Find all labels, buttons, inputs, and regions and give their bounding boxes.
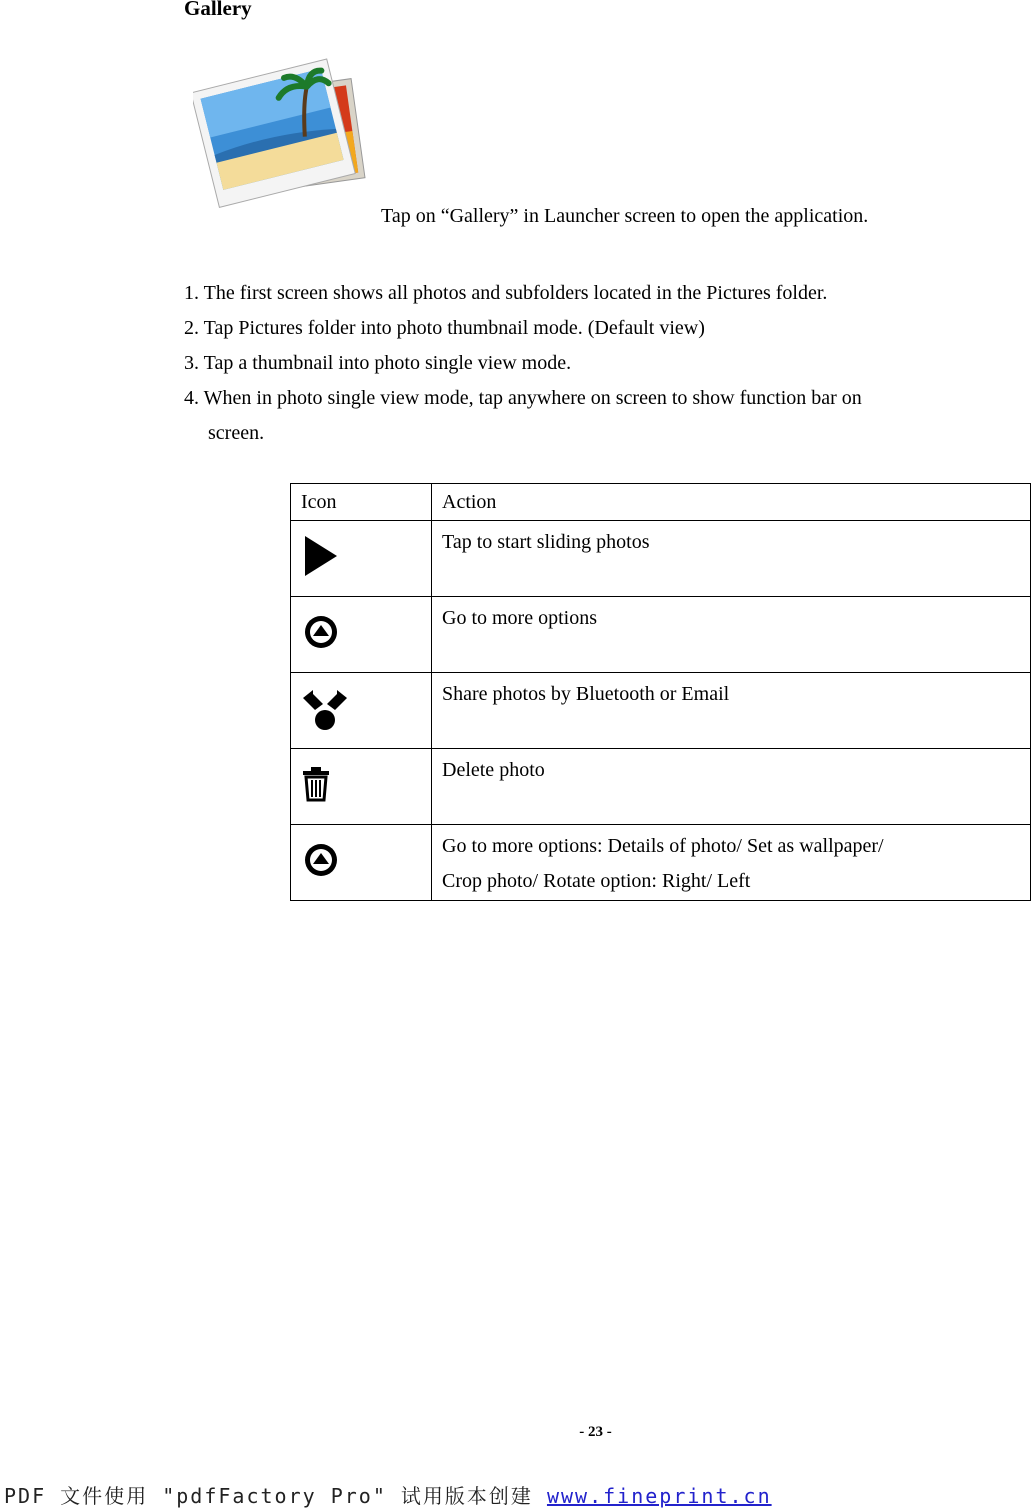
table-cell-action: Tap to start sliding photos — [432, 521, 1031, 597]
table-row — [291, 825, 1031, 901]
table-cell-icon — [291, 825, 432, 901]
table-cell-action: Delete photo — [432, 749, 1031, 825]
table-cell-icon — [291, 597, 432, 673]
more-options-icon — [301, 840, 341, 880]
watermark-text: PDF 文件使用 "pdfFactory Pro" 试用版本创建 — [4, 1484, 547, 1508]
table-row — [291, 673, 1031, 749]
page-number: - 23 - — [579, 1424, 612, 1440]
table-cell-icon — [291, 521, 432, 597]
play-icon — [301, 534, 341, 578]
table-cell-action — [432, 825, 1031, 901]
step-item: 3. Tap a thumbnail into photo single view mode. — [184, 352, 572, 374]
icon-action-table — [290, 483, 1031, 901]
step-item: 2. Tap Pictures folder into photo thumbnail mode. (Default view) — [184, 317, 705, 339]
more-options-icon — [301, 612, 341, 652]
table-row — [291, 597, 1031, 673]
section-heading: Gallery — [184, 0, 252, 20]
table-cell-action: Go to more options — [432, 597, 1031, 673]
table-row — [291, 749, 1031, 825]
step-item: 4. When in photo single view mode, tap anywhere on screen to show function bar on — [184, 387, 862, 409]
watermark-link[interactable]: www.fineprint.cn — [546, 1484, 772, 1508]
gallery-app-icon — [193, 50, 373, 215]
share-icon — [301, 684, 349, 732]
step-item: 1. The first screen shows all photos and subfolders located in the Pictures folder. — [184, 282, 828, 304]
steps-list — [184, 276, 1014, 451]
intro-text: Tap on “Gallery” in Launcher screen to open the application. — [381, 205, 869, 227]
table-cell-action: Share photos by Bluetooth or Email — [432, 673, 1031, 749]
table-cell-icon — [291, 673, 432, 749]
action-line: Go to more options: Details of photo/ Set as wallpaper/ — [442, 835, 884, 857]
pdf-watermark — [4, 1480, 772, 1509]
table-header-action: Action — [432, 484, 1031, 521]
table-row — [291, 521, 1031, 597]
action-line: Crop photo/ Rotate option: Right/ Left — [442, 870, 751, 892]
table-header-row — [291, 484, 1031, 521]
step-item-continuation: screen. — [208, 422, 265, 444]
trash-icon — [301, 766, 331, 802]
table-header-icon: Icon — [291, 484, 432, 521]
table-cell-icon — [291, 749, 432, 825]
